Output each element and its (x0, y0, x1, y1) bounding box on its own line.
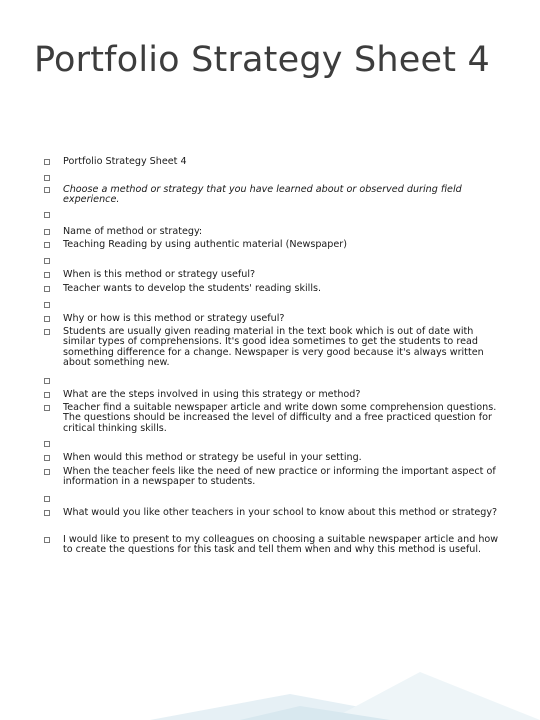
list-item-text: When is this method or strategy useful? (63, 269, 256, 280)
list-item-text: Students are usually given reading material in the text book which is out of date with similar types of comprehensions. It's good idea sometimes to get the students to read something difference for a change. Newspaper is very good because it's always written about something new. (63, 326, 484, 369)
list-item-text: Portfolio Strategy Sheet 4 (63, 156, 187, 167)
list-item (44, 314, 504, 324)
list-item-text: Teaching Reading by using authentic material (Newspaper) (63, 239, 347, 250)
list-item (44, 467, 504, 488)
bullet-square-icon (44, 537, 50, 543)
bullet-square-icon (44, 405, 50, 411)
bullet-square-icon (44, 378, 50, 384)
list-item (44, 390, 504, 400)
list-item-text: Choose a method or strategy that you have learned about or observed during field experience. (63, 184, 462, 206)
list-item (44, 240, 504, 250)
page-title: Portfolio Strategy Sheet 4 (34, 40, 490, 80)
list-item-text: Teacher find a suitable newspaper article and write down some comprehension questions. The questions should be increased the level of difficulty and a free practiced question for critical thinking skills. (63, 402, 497, 434)
list-item-text: Why or how is this method or strategy useful? (63, 313, 285, 324)
bullet-square-icon (44, 258, 50, 264)
list-item (44, 535, 504, 556)
list-item (44, 439, 504, 447)
list-item-text: When would this method or strategy be useful in your setting. (63, 452, 362, 463)
list-item (44, 376, 504, 384)
list-item-text: Teacher wants to develop the students' reading skills. (63, 283, 322, 294)
list-item (44, 508, 504, 518)
list-item-text: What would you like other teachers in your school to know about this method or strategy? (63, 507, 498, 518)
list-item (44, 494, 504, 502)
list-item (44, 403, 504, 434)
bullet-square-icon (44, 229, 50, 235)
list-item (44, 157, 504, 167)
bullet-square-icon (44, 272, 50, 278)
list-item (44, 173, 504, 181)
bullet-square-icon (44, 242, 50, 248)
list-item (44, 256, 504, 264)
list-item (44, 185, 504, 206)
bullet-square-icon (44, 496, 50, 502)
list-item-text: I would like to present to my colleagues on choosing a suitable newspaper article and how to create the questions for this task and tell them when and why this method is useful. (63, 534, 499, 556)
list-item (44, 327, 504, 369)
bullet-square-icon (44, 455, 50, 461)
bullet-square-icon (44, 329, 50, 335)
list-item-text: When the teacher feels like the need of new practice or informing the important aspect of information in a newspaper to students. (63, 466, 496, 488)
bullet-square-icon (44, 469, 50, 475)
bullet-square-icon (44, 510, 50, 516)
list-item (44, 284, 504, 294)
bullet-square-icon (44, 187, 50, 193)
bullet-square-icon (44, 316, 50, 322)
list-item (44, 210, 504, 218)
list-item (44, 453, 504, 463)
bullet-square-icon (44, 212, 50, 218)
bullet-square-icon (44, 392, 50, 398)
bullet-square-icon (44, 302, 50, 308)
list-item-text: Name of method or strategy: (63, 226, 203, 237)
bullet-square-icon (44, 441, 50, 447)
bullet-square-icon (44, 286, 50, 292)
decorative-wave (240, 706, 390, 720)
bullet-square-icon (44, 175, 50, 181)
list-item (44, 227, 504, 237)
list-item (44, 300, 504, 308)
list-item-text: What are the steps involved in using this strategy or method? (63, 389, 361, 400)
list-item (44, 270, 504, 280)
bullet-square-icon (44, 159, 50, 165)
